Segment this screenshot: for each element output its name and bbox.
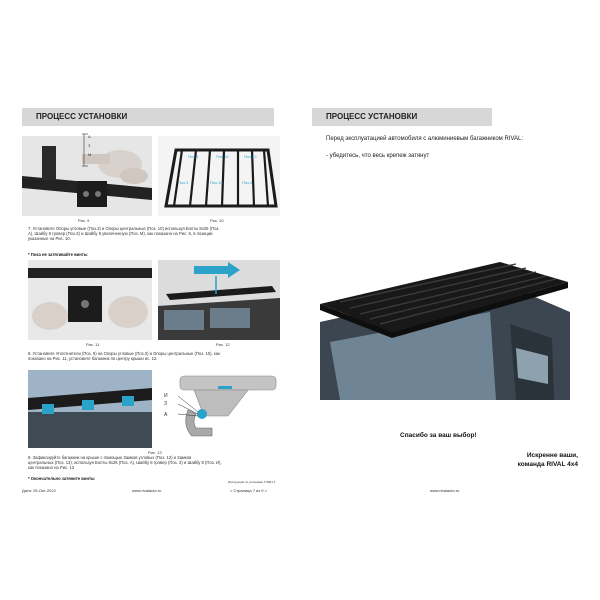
- right-page: [300, 100, 600, 500]
- warning-dont-tighten: * Пока не затягивайте винты: [28, 252, 88, 257]
- fig9-label-z: З: [88, 143, 91, 148]
- step9-line2: центральных (Поз. 13), используя Болты 8х25 (Поз. А), Шайбу 8 гровер (Поз. З) и Шайбу 8 (Поз. И),: [28, 460, 222, 465]
- fig13-caption: Рис. 13: [148, 450, 162, 455]
- fig9-label-m: М: [88, 152, 92, 157]
- step9-line3: как показано на Рис. 13: [28, 465, 75, 470]
- svg-text:Поз.10: Поз.10: [244, 154, 257, 159]
- svg-text:Поз.3: Поз.3: [188, 154, 199, 159]
- fig10-caption: Рис. 10: [210, 218, 224, 223]
- svg-text:Поз.3: Поз.3: [178, 180, 189, 185]
- signature-line1: Искренне ваши,: [526, 452, 578, 459]
- svg-text:Поз.10: Поз.10: [216, 154, 229, 159]
- footer-doc-number: Инструкция по установке T.0001.1: [228, 480, 276, 484]
- svg-text:Поз.3: Поз.3: [242, 180, 253, 185]
- intro-text: Перед эксплуатацией автомобиля с алюминиевым багажником RIVAL:: [326, 136, 524, 142]
- footer-page-number: < Страница 7 из 9 >: [230, 488, 267, 493]
- step8-line1: 8. Установите Уплотнители (Поз. 9) на Опоры угловые (Поз.3) и Опоры центральные (Поз. 10), как: [28, 351, 220, 356]
- step7-line1: 7. Установите Опоры угловые (Поз.3) и Опоры центральные (Поз. 10) используя Болты 8х25 (Поз.: [28, 226, 220, 231]
- warning-final-tighten: * Окончательно затяните винты: [28, 476, 95, 481]
- fig9-dimension-lines: [82, 130, 102, 170]
- fig10-rack-top-view: [158, 136, 280, 216]
- fig13-clamp-diagram: [158, 370, 280, 448]
- step8-line2: показано на Рис. 11, установите багажник по центру крыши ис. 12.: [28, 356, 158, 361]
- bullet-text: - убедитесь, что весь крепеж затянут: [326, 153, 430, 159]
- footer-date: Дата: 25-Окт-2022: [22, 488, 56, 493]
- fig13-label-a: А: [164, 412, 168, 418]
- step9-line1: 9. Зафиксируйте багажник на крыше с помощью Замков угловых (Поз. 12) и Замков: [28, 455, 192, 460]
- car-with-roof-rack-photo: [320, 252, 570, 400]
- right-footer-site: www.rivalauto.ru: [430, 488, 460, 493]
- fig9-caption: Рис. 9: [78, 218, 90, 223]
- fig12-caption: Рис. 12: [216, 342, 230, 347]
- right-page-header: ПРОЦЕСС УСТАНОВКИ: [312, 108, 492, 126]
- fig13-label-z: З: [164, 401, 168, 407]
- fig9-label-a: А: [88, 134, 91, 139]
- footer-site: www.rivalauto.ru: [132, 488, 162, 493]
- fig13-label-i: И: [164, 393, 168, 399]
- fig11-caption: Рис. 11: [86, 342, 100, 347]
- fig13-photo: [28, 370, 152, 448]
- fig11-photo: [28, 260, 152, 340]
- left-page-header: ПРОЦЕСС УСТАНОВКИ: [22, 108, 274, 126]
- svg-text:Поз.10: Поз.10: [210, 180, 223, 185]
- signature-line2: команда RIVAL 4x4: [517, 461, 578, 468]
- step7-line2: А), Шайбу 8 гровер (Поз.З) и Шайбу 8 увеличенную (Поз. М), как показано на Рис. 9, в позиции: [28, 231, 213, 236]
- left-page: [0, 100, 300, 500]
- thanks-text: Спасибо за ваш выбор!: [400, 432, 477, 439]
- fig12-car-rack-placement: [158, 260, 280, 340]
- step7-line3: указанные на Рис. 10.: [28, 236, 71, 241]
